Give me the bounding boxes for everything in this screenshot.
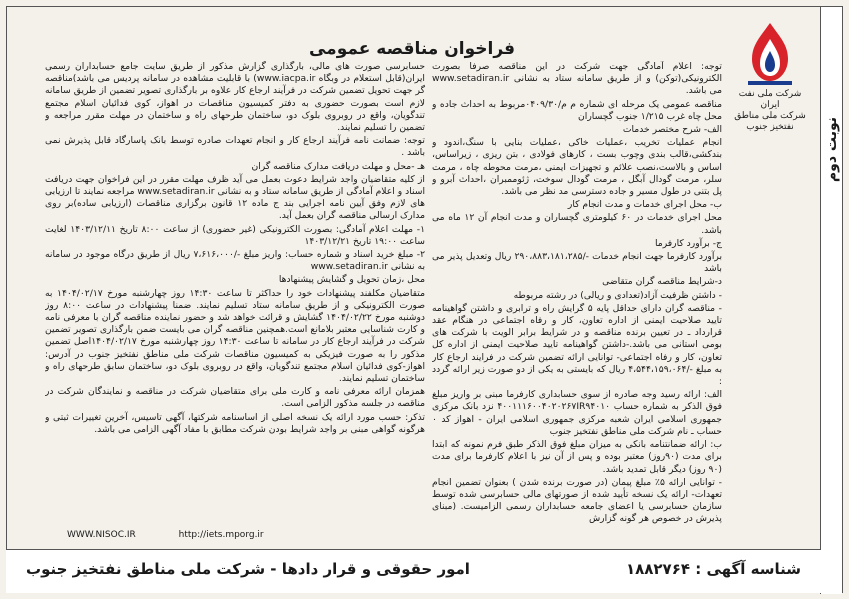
paragraph: توجه: ضمانت نامه فرآیند ارجاع کار و انجام تعهدات صادره توسط بانک پاسارگاد قابل پذیرش نمی باشد . (45, 135, 425, 159)
paragraph: تذکر: حسب مورد ارائه یک نسخه اصلی از اساسنامه شرکتها، آگهی تاسیس، آخرین تغییرات ثبتی و هرگونه گواهی مبنی بر واجد شرایط بودن شرکت مطابق با مفاد آگهی الزامی می باشد. (45, 411, 425, 435)
left-column (45, 61, 425, 541)
ad-id: شناسه آگهی : ۱۸۸۲۷۶۴ (625, 560, 801, 578)
section-heading: ج- برآورد کارفرما (654, 237, 722, 249)
company-logo (730, 19, 810, 132)
website-links (67, 530, 427, 540)
paragraph: الف: ارائه رسید وجه صادره از سوی حسابداری کارفرما مبنی بر واریز مبلغ فوق الذکر به شماره حساب ۴۰۰۱۱۱۶۰۰۴۰۲۰۲۶۷IR۹۴۰۱۰ نزد بانک مرکزی جمهوری اسلامی ایران شعبه مرکزی جمهوری اسلامی ایران - اهواز کد ۰ حساب ـ نام شرکت ملی مناطق نفتخیز جنوب (432, 389, 722, 437)
paragraph: ۱- مهلت اعلام آمادگی: بصورت الکترونیکی (غیر حضوری) از ساعت ۸:۰۰ تاریخ ۱۴۰۳/۱۲/۱۱ لغایت ساعت ۱۹:۰۰ تاریخ ۱۴۰۳/۱۲/۲۱ (45, 223, 425, 247)
paragraph: - توانایی ارائه ۵٪ مبلغ پیمان (در صورت برنده شدن ) بعنوان تضمین انجام تعهدات- ارائه یک نسخه تأیید شده از صورتهای مالی حسابرسی شده توسط سازمان حسابرسی یا اعضای جامعه حسابداران رسمی الزامیست. (مبنای پذیرش در خصوص هر گونه گزارش (432, 476, 722, 525)
paragraph: حسابرسی صورت های مالی، بارگذاری گزارش مذکور از طریق سایت جامع حسابداران رسمی ایران(قابل استعلام در وبگاه www.iacpa.ir) با قابلیت مشاهده در سامانه پردیس می باشد)مناقصه گر جهت تحویل تضمین شرکت در فرآیند ارجاع کار علاوه بر بارگذاری تصویر تضمین از طریق سامانه لازم است بصورت حضوری به دفتر کمیسیون مناقصات در اهواز، کوی فدائیان اسلام مجتمع تندگویان، واقع در روبروی بلوک دو، ساختمان طرحهای راه و ساختمان در مهلت مقرر مراجعه و تضمین را تسلیم نمایند. (45, 61, 425, 134)
paragraph: برآورد کارفرما جهت انجام خدمات -/۲۹۰،۸۸۳،۱۸۱،۲۸۵ ریال وتعدیل پذیر می باشد (432, 251, 722, 275)
paragraph: همزمان ارائه معرفی نامه و کارت ملی برای متقاضیان شرکت در مناقصه و نمایندگان شرکت در مناقصه در جلسه مذکور الزامی است. (45, 386, 425, 410)
section-heading: د-شرایط مناقصه گران متقاضی (602, 276, 722, 288)
nisoc-link[interactable]: WWW.NISOC.IR (67, 530, 136, 540)
paragraph: انجام عملیات تخریب ،عملیات خاکی ،عملیات بنایی با سنگ،اندود و بندکشی،قالب بندی وچوب بست ، کارهای فولادی ، بتن ریزی ، زیراساس، اساس و بالاست،نصب علائم و تجهیزات ایمنی ،مرمت محوطه چاه ، مرمت سلر، مرمت گودال آبگل ، مرمت گودال سوخت، ژئوممبران ،احداث آبرو و پل بتنی در طول مسیر و جاده دسترسی مد نظر می باشد. (432, 137, 722, 198)
section-heading: هـ -محل و مهلت دریافت مدارک مناقصه گران (251, 160, 425, 172)
logo-caption-2: شرکت ملی مناطق نفتخیز جنوب (734, 111, 806, 132)
paragraph: - مناقصه گران دارای حداقل پایه ۵ گرایش راه و ترابری و داشتن گواهینامه تایید صلاحیت ایمنی از اداره تعاون، کار و رفاه اجتماعی در هنگام عقد قرارداد ـ در تعیین برنده مناقصه و در شرایط برابر الویت با شرکت های بومی استانی می باشد.-داشتن گواهینامه تایید صلاحیت ایمنی از اداره کل تعاون، کار و رفاه اجتماعی- توانایی ارائه تضمین شرکت در فرایند ارجاع کار به مبلغ -/۴،۵۴۴،۱۵۹،۰۶۴ ریال که بایستی به یکی از دو صورت زیر ارائه گردد : (432, 302, 722, 388)
ad-title: فراخوان مناقصه عمومی (308, 39, 516, 59)
ad-frame (6, 6, 843, 593)
paragraph: توجه: اعلام آمادگی جهت شرکت در این مناقصه صرفا بصورت الکترونیکی(توکن) و از طریق سامانه ستاد به نشانی www.setadiran.ir می باشد. (432, 61, 722, 97)
ad-footer (6, 549, 821, 593)
paragraph: محل اجرای خدمات در ۶۰ کیلومتری گچساران و مدت انجام آن ۱۲ ماه می باشد. (432, 212, 722, 236)
section-heading: الف- شرح مختصر خدمات (622, 124, 722, 136)
paragraph: از کلیه متقاضیان واجد شرایط دعوت بعمل می آید ظرف مهلت مقرر در این فراخوان جهت دریافت اسناد و اعلام آمادگی از طریق سامانه ستاد و به نشانی www.setadiran.ir مراجعه نمایند تا ارزیابی های لازم وفق آیین نامه اجرایی بند ج ماده ۱۲ قانون برگزاری مناقصات (ارزیابی ساده)بر روی مدارک ارسالی مناقصه گران بعمل آید. (45, 173, 425, 222)
paragraph: - داشتن ظرفیت آزاد(تعدادی و ریالی) در رشته مربوطه (513, 289, 722, 301)
nioc-flame-logo-icon (730, 19, 810, 89)
round-label: نوبت دوم (824, 117, 840, 183)
section-heading: ب- محل اجرای خدمات و مدت انجام کار (567, 199, 722, 211)
paragraph: مناقصه عمومی یک مرحله ای شماره م م/۰۴۰۹/۳۰مربوط به احداث جاده و محل چاه غرب ۱/۲۱۵ جنوب گچساران (432, 98, 722, 122)
logo-caption-1: شرکت ملی نفت ایران (738, 89, 802, 110)
right-column (432, 61, 722, 557)
side-band (820, 7, 842, 594)
paragraph: متقاضیان مکلفند پیشنهادات خود را حداکثر تا ساعت ۱۴:۳۰ روز چهارشنبه مورخ ۱۴۰۴/۰۲/۱۷ به صورت الکترونیکی و از طریق سامانه ستاد تسلیم نمایند. ضمنا پیشنهادات در ساعت ۸:۰۰ روز دوشنبه مورخ ۱۴۰۴/۰۲/۲۲ گشایش و قرائت خواهد شد و حضور نماینده مناقصه گران با معرفی نامه و کارت شناسایی معتبر بلامانع است.همچنین مناقصه گران می بایست ضمن بارگذاری تصویر تضمین شرکت در فرآیند ارجاع کار در سامانه تا ساعت ۱۴:۳۰ روز چهارشنبه مورخ ۱۴۰۴/۰۲/۱۷اصل تضمین مذکور را به صورت فیزیکی به کمیسیون مناقصات شرکت ملی مناطق نفتخیز جنوب در آدرس: اهواز-کوی فدائیان اسلام مجتمع تندگویان، واقع در روبروی بلوک دو، ساختمان سابق طرحهای راه و ساختمان تسلیم نمایند. (45, 287, 425, 385)
section-heading: محل ،زمان تحویل و گشایش پیشنهادها (278, 274, 425, 286)
iets-link[interactable]: http://iets.mporg.ir (178, 530, 264, 540)
paragraph: ب: ارائه ضمانتنامه بانکی به میزان مبلغ فوق الذکر طبق فرم نمونه که ابتدا برای مدت (۹۰روز) معتبر بوده و پس از آن نیز با اعلام کارفرما برای مدت (۹۰ روز) دیگر قابل تمدید باشد. (432, 439, 722, 475)
footer-org: امور حقوقی و قرار دادها - شرکت ملی مناطق نفتخیز جنوب (26, 560, 470, 578)
paragraph: ۲- مبلغ خرید اسناد و شماره حساب: واریز مبلغ -/۷،۶۱۶،۰۰۰ ریال از طریق درگاه موجود در سامانه به نشانی www.setadiran.ir (45, 249, 425, 273)
